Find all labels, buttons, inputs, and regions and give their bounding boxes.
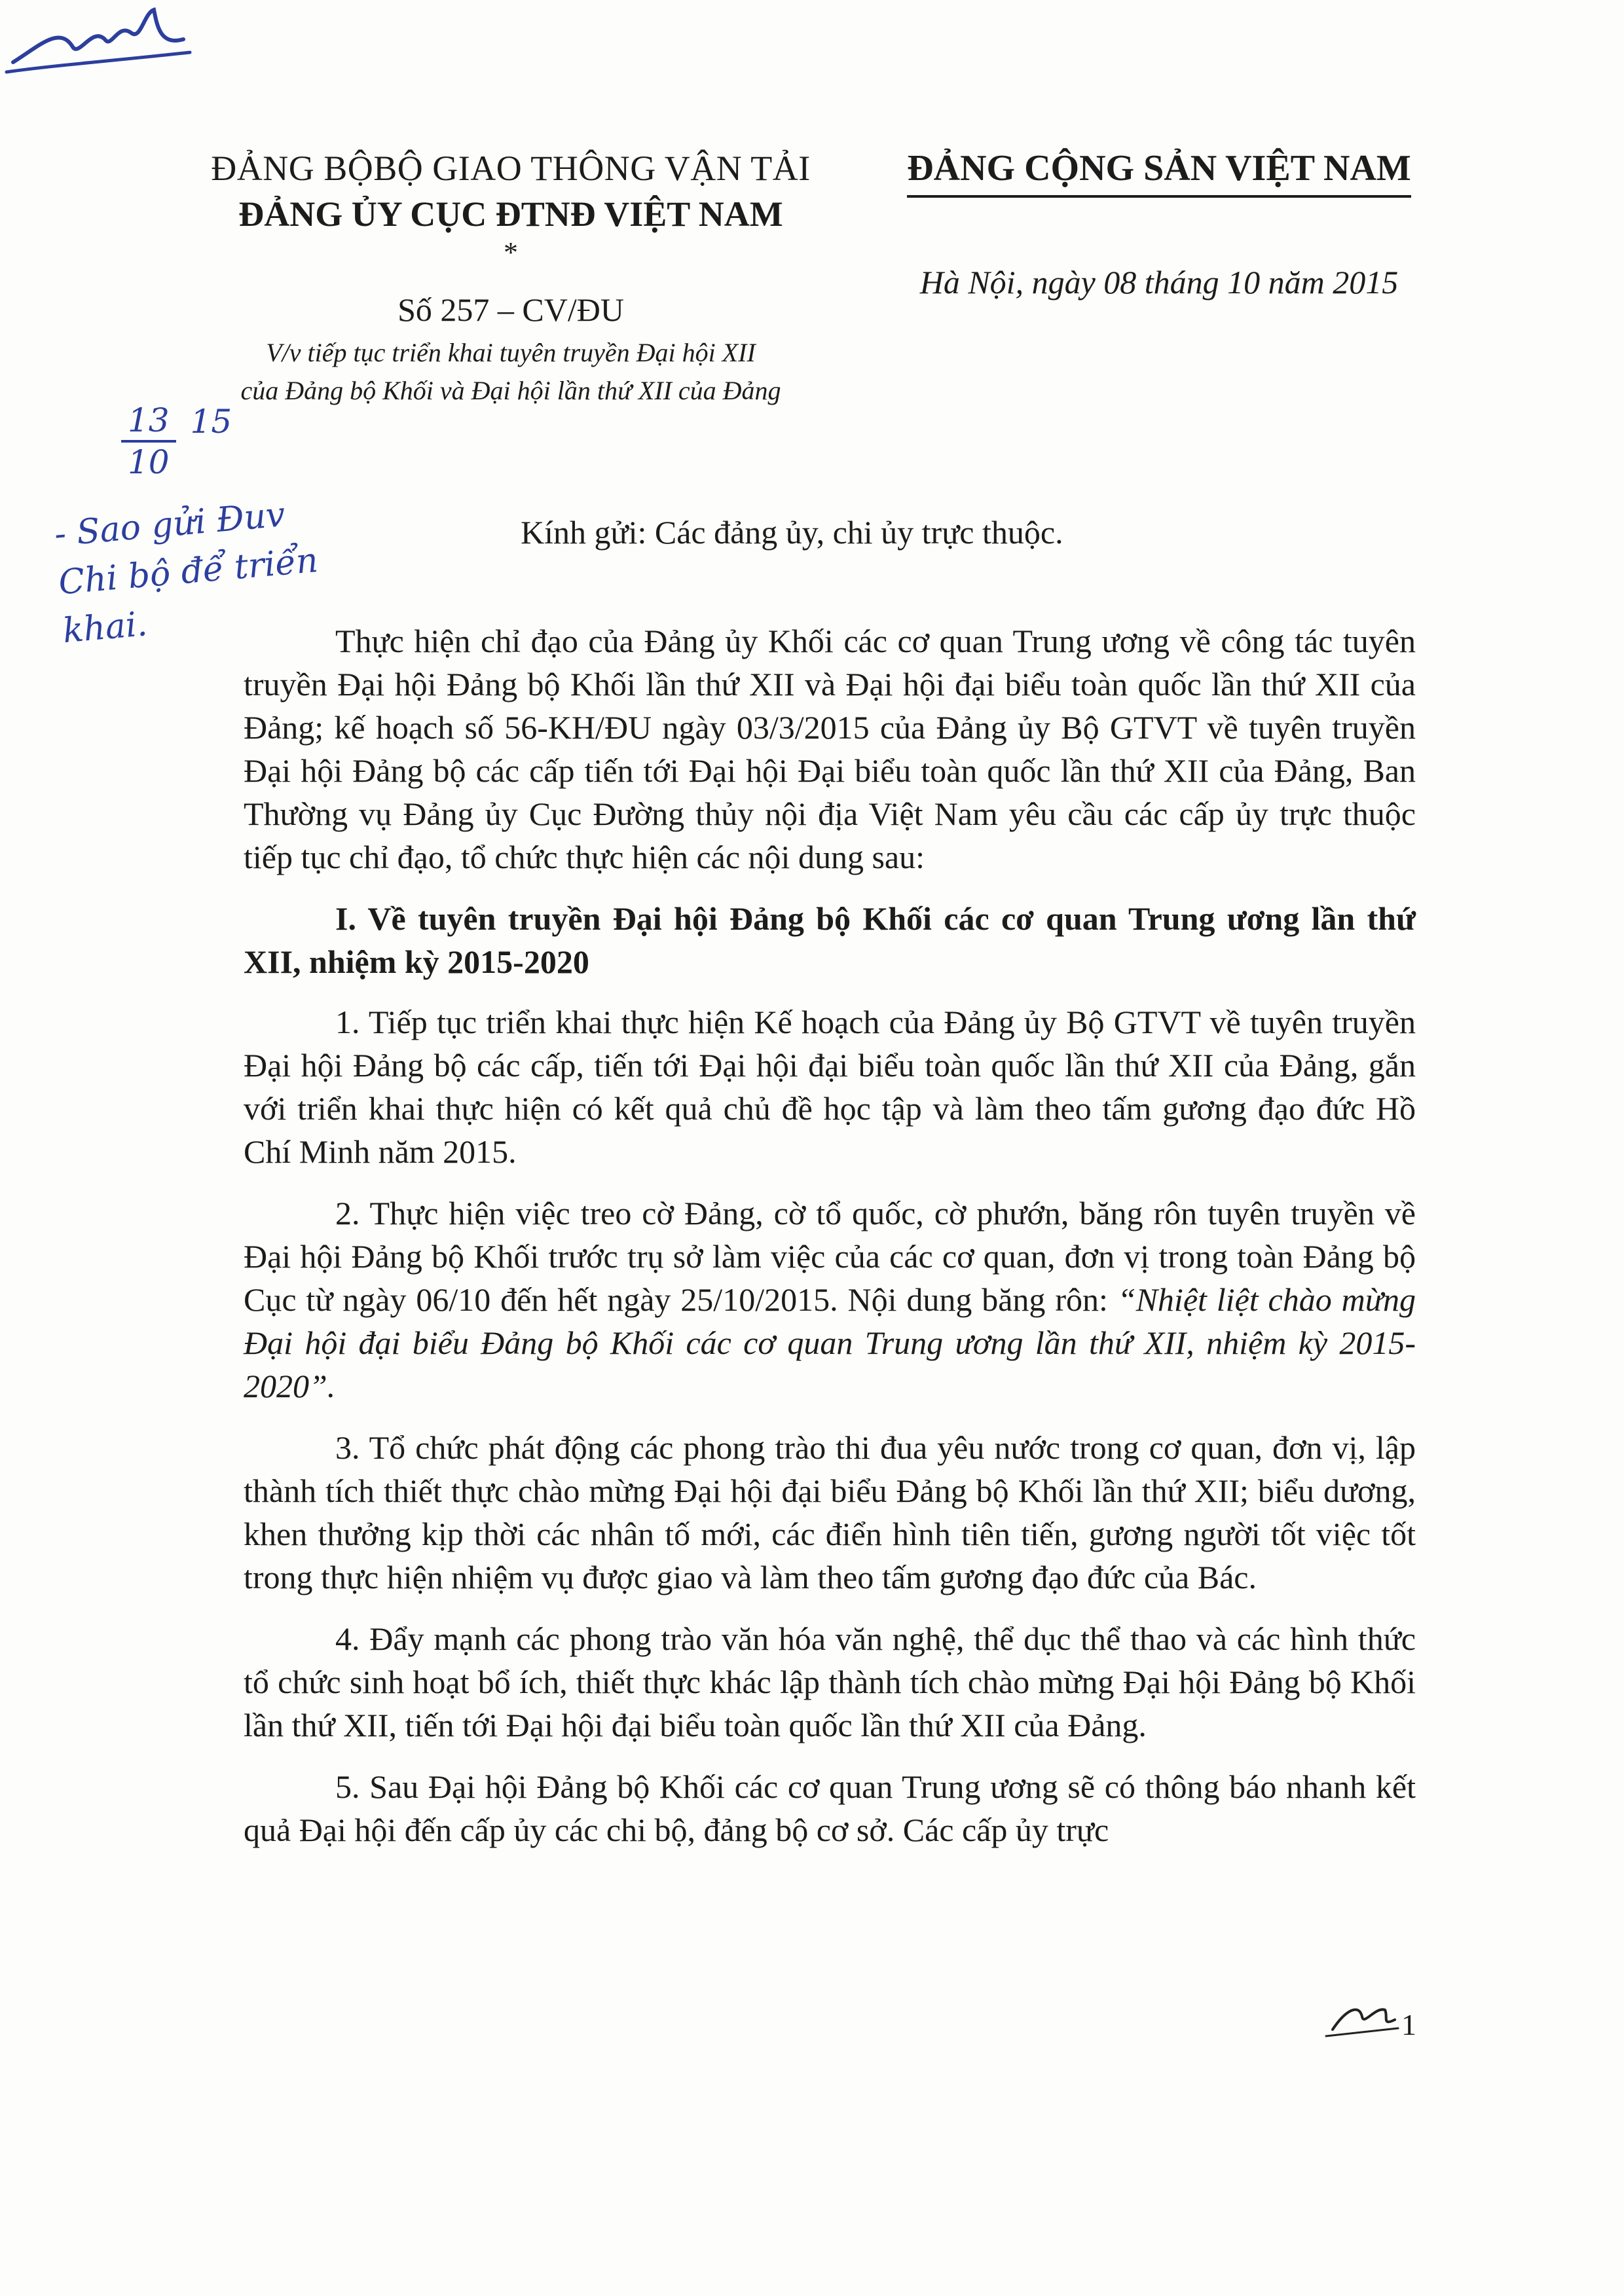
item-1-paragraph: 1. Tiếp tục triển khai thực hiện Kế hoạch của Đảng ủy Bộ GTVT về tuyên truyền Đại hội Đảng bộ các cấp, tiến tới Đại hội đại biểu toàn quốc lần thứ XII của Đảng, gắn với triển khai thực hiện có kết quả chủ đề học tập và làm theo tấm gương đạo đức Hồ Chí Minh năm 2015. bbox=[244, 1004, 1416, 1170]
item-5-paragraph: 5. Sau Đại hội Đảng bộ Khối các cơ quan Trung ương sẽ có thông báo nhanh kết quả Đại hội đến cấp ủy các chi bộ, đảng bộ cơ sở. Các cấp ủy trực bbox=[244, 1768, 1416, 1848]
item-3-paragraph: 3. Tổ chức phát động các phong trào thi đua yêu nước trong cơ quan, đơn vị, lập thành tích thiết thực chào mừng Đại hội đại biểu Đảng bộ Khối lần thứ XII; biểu dương, khen thưởng kịp thời các nhân tố mới, các điển hình tiên tiến, gương người tốt việc tốt trong thực hiện nhiệm vụ được giao và làm theo tấm gương đạo đức của Bác. bbox=[244, 1429, 1416, 1595]
page-initial-mark bbox=[1323, 1990, 1401, 2043]
document-number: Số 257 – CV/ĐU bbox=[397, 291, 624, 328]
banner-quote: “Nhiệt liệt chào mừng Đại hội đại biểu Đảng bộ Khối các cơ quan Trung ương lần thứ XII, nhiệm kỳ 2015-2020”. bbox=[244, 1281, 1416, 1404]
handwritten-note-line-1: - Sao gửi Đuv bbox=[52, 495, 287, 555]
recipient-line: Kính gửi: Các đảng ủy, chi ủy trực thuộc. bbox=[521, 514, 1063, 551]
handwritten-year: 15 bbox=[190, 403, 232, 441]
handwritten-date-fraction bbox=[121, 401, 176, 482]
subject-line-1: V/v tiếp tục triển khai tuyên truyền Đại hội XII bbox=[266, 338, 756, 367]
star-mark: * bbox=[504, 236, 518, 268]
org-line-2: ĐẢNG ỦY CỤC ĐTNĐ VIỆT NAM bbox=[238, 194, 783, 234]
handwritten-date bbox=[121, 401, 232, 482]
handwritten-month: 10 bbox=[128, 443, 170, 481]
item-4-paragraph: 4. Đẩy mạnh các phong trào văn hóa văn nghệ, thể dục thể thao và các hình thức tổ chức sinh hoạt bổ ích, thiết thực khác lập thành tích chào mừng Đại hội Đảng bộ Khối lần thứ XII, tiến tới Đại hội đại biểu toàn quốc lần thứ XII của Đảng. bbox=[244, 1620, 1416, 1743]
subject-line-2: của Đảng bộ Khối và Đại hội lần thứ XII của Đảng bbox=[240, 376, 781, 405]
section-1-title: I. Về tuyên truyền Đại hội Đảng bộ Khối các cơ quan Trung ương lần thứ XII, nhiệm kỳ 2015-2020 bbox=[244, 900, 1416, 980]
party-header-block bbox=[858, 145, 1460, 304]
handwritten-note-line-2: Chi bộ để triển bbox=[57, 541, 320, 603]
party-name: ĐẢNG CỘNG SẢN VIỆT NAM bbox=[907, 145, 1411, 198]
intro-paragraph: Thực hiện chỉ đạo của Đảng ủy Khối các cơ quan Trung ương về công tác tuyên truyền Đại hội Đảng bộ Khối lần thứ XII và Đại hội đại biểu toàn quốc lần thứ XII của Đảng; kế hoạch số 56-KH/ĐU ngày 03/3/2015 của Đảng ủy Bộ GTVT về tuyên truyền Đại hội Đảng bộ các cấp tiến tới Đại hội Đại biểu toàn quốc lần thứ XII của Đảng, Ban Thường vụ Đảng ủy Cục Đường thủy nội địa Việt Nam yêu cầu các cấp ủy trực thuộc tiếp tục chỉ đạo, tổ chức thực hiện các nội dung sau: bbox=[244, 623, 1416, 875]
page-number: 1 bbox=[1401, 2008, 1416, 2041]
handwritten-day: 13 bbox=[121, 401, 176, 443]
org-line-1: ĐẢNG BỘBỘ GIAO THÔNG VẬN TẢI bbox=[211, 149, 811, 188]
issuing-organization-block bbox=[164, 145, 858, 410]
item-2-paragraph bbox=[244, 1192, 1416, 1408]
handwritten-signature bbox=[0, 0, 196, 79]
place-date: Hà Nội, ngày 08 tháng 10 năm 2015 bbox=[919, 264, 1399, 301]
document-body bbox=[244, 619, 1416, 1870]
handwritten-note-line-3: khai. bbox=[61, 604, 149, 651]
item-2-text: 2. Thực hiện việc treo cờ Đảng, cờ tổ quốc, cờ phướn, băng rôn tuyên truyền về Đại hội Đảng bộ Khối trước trụ sở làm việc của các cơ quan, đơn vị trong toàn Đảng bộ Cục từ ngày 06/10 đến hết ngày 25/10/2015. Nội dung băng rôn: bbox=[244, 1195, 1416, 1318]
